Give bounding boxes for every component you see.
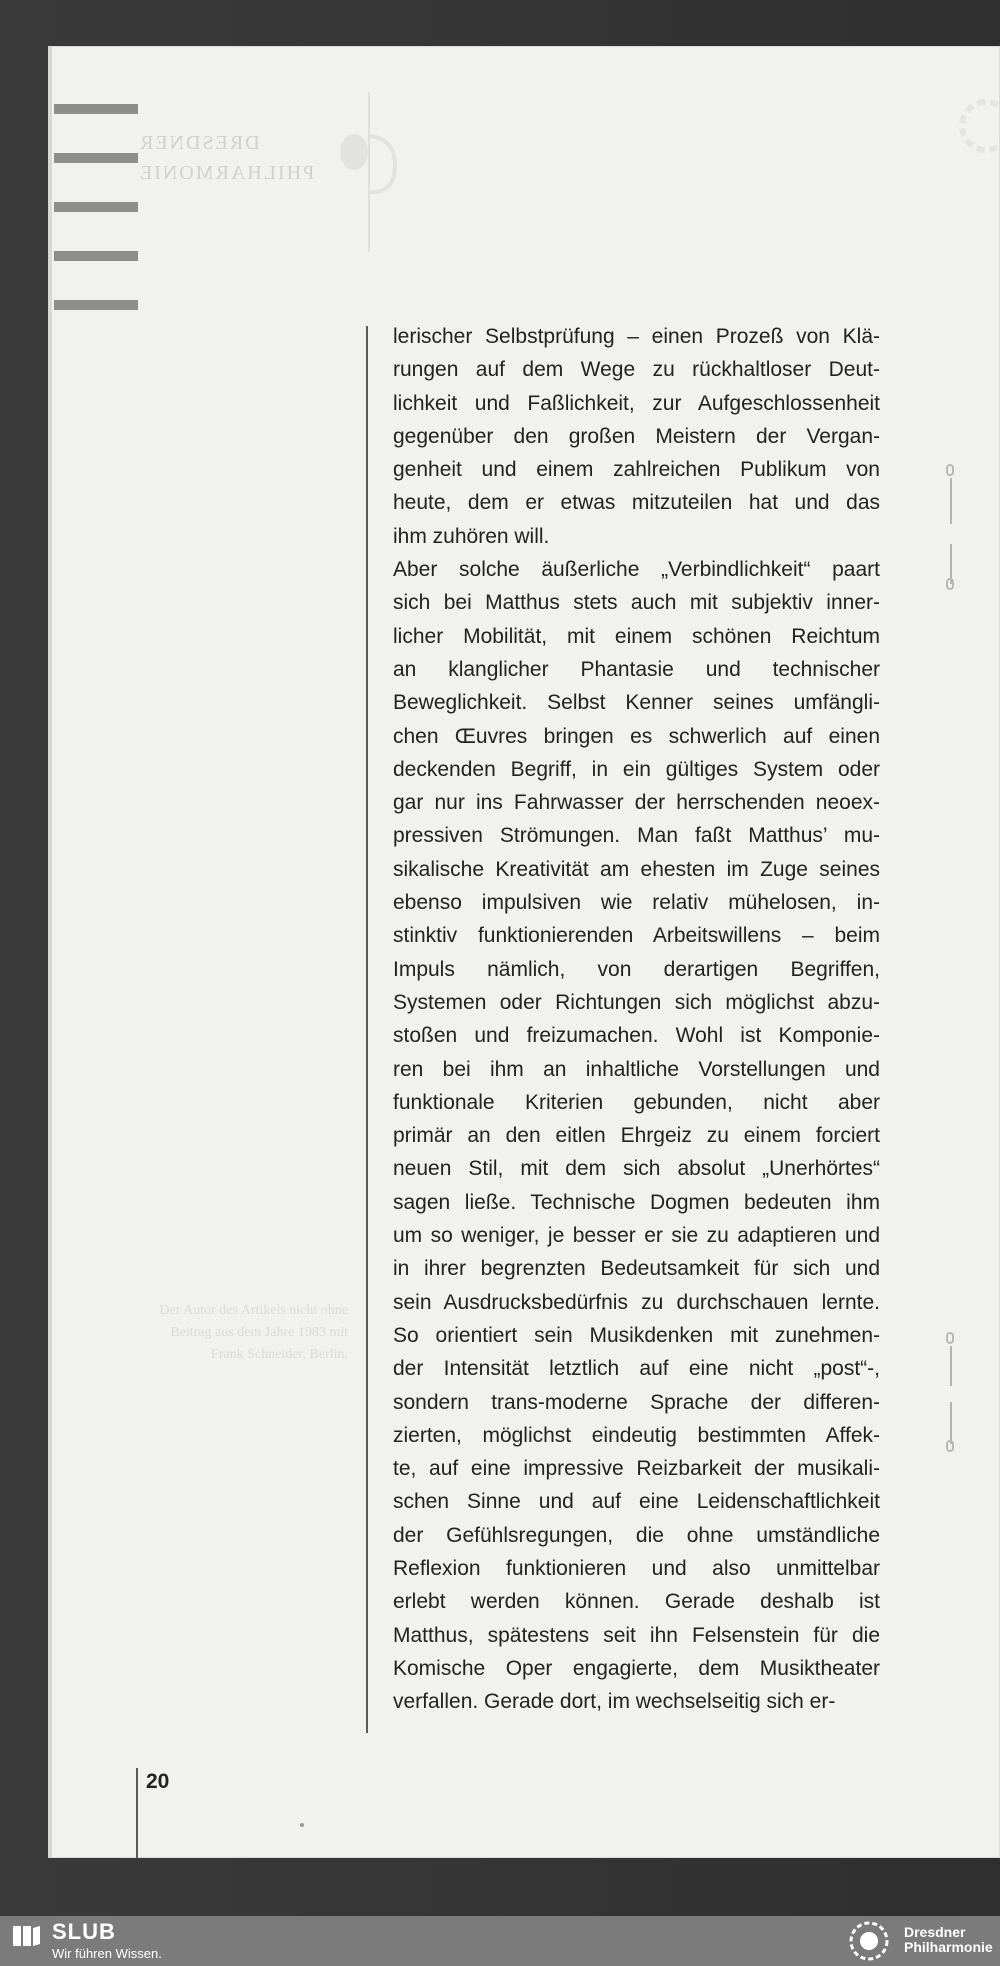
page-edge: [48, 46, 52, 1858]
text-line: ren bei ihm an inhaltliche Vorstellungen und: [393, 1057, 880, 1081]
text-line: sondern trans-moderne Sprache der differen-: [393, 1390, 880, 1414]
article-body: [393, 320, 880, 1718]
binding-stitch: [946, 464, 954, 476]
logo-line-2: PHILHARMONIE: [138, 162, 315, 184]
show-through-caption: Der Autor des Artikels nicht ohne Beitrag aus dem Jahre 1983 mit Frank Schneider, Berlin.: [159, 1303, 348, 1362]
text-line: sich bei Matthus stets auch mit subjektiv inner-: [393, 591, 880, 615]
slub-logo-text[interactable]: SLUB: [52, 1919, 116, 1944]
text-line: schen Sinne und auf eine Leidenschaftlichkeit: [393, 1490, 880, 1514]
text-line: Komische Oper engagierte, dem Musiktheater: [393, 1656, 880, 1680]
text-line: Aber solche äußerliche „Verbindlichkeit“ paart: [393, 558, 880, 582]
text-line: gar nur ins Fahrwasser der herrschenden neoex-: [393, 791, 880, 815]
text-line: licher Mobilität, mit einem schönen Reichtum: [393, 624, 880, 648]
slub-tagline: Wir führen Wissen.: [52, 1946, 162, 1961]
show-through-logo-icon: [940, 96, 1000, 156]
text-line: Beweglichkeit. Selbst Kenner seines umfängli-: [393, 691, 880, 715]
text-line: erlebt werden können. Gerade deshalb ist: [393, 1590, 880, 1614]
text-line: stinktiv funktionierenden Arbeitswillens – beim: [393, 924, 880, 948]
decorative-bar: [54, 153, 138, 163]
text-line: an klanglicher Phantasie und technischer: [393, 657, 880, 681]
show-through-logo-text: [138, 128, 324, 188]
text-line: genheit und einem zahlreichen Publikum von: [393, 458, 880, 482]
text-line: ebenso impulsiven wie relativ mühelosen, in-: [393, 891, 880, 915]
binding-thread: [950, 478, 952, 524]
page-number: 20: [146, 1770, 170, 1793]
decorative-bar: [54, 202, 138, 212]
text-line: ihm zuhören will.: [393, 524, 550, 548]
text-line: deckenden Begriff, in ein gültiges System oder: [393, 757, 880, 781]
page-number-rule: [136, 1768, 138, 1858]
text-line: sein Ausdrucksbedürfnis zu durchschauen lernte.: [393, 1290, 880, 1314]
text-line: Reflexion funktionieren und also unmittelbar: [393, 1556, 880, 1580]
decorative-bar: [54, 251, 138, 261]
speck: [300, 1823, 304, 1827]
text-line: pressiven Strömungen. Man faßt Matthus’ mu-: [393, 824, 880, 848]
text-line: chen Œuvres bringen es schwerlich auf einen: [393, 724, 880, 748]
text-line: in ihrer begrenzten Bedeutsamkeit für sich und: [393, 1257, 880, 1281]
binding-thread: [950, 1402, 952, 1444]
decorative-bar: [54, 104, 138, 114]
text-line: primär an den eitlen Ehrgeiz zu einem forciert: [393, 1124, 880, 1148]
text-line: Impuls nämlich, von derartigen Begriffen,: [393, 957, 880, 981]
partner-line-1: Dresdner: [904, 1924, 966, 1940]
text-line: der Gefühlsregungen, die ohne umständliche: [393, 1523, 880, 1547]
dresdner-philharmonie-logo-text[interactable]: [904, 1925, 993, 1955]
binding-thread: [950, 1346, 952, 1386]
text-line: stoßen und freizumachen. Wohl ist Komponie-: [393, 1024, 880, 1048]
slub-book-icon: [12, 1924, 42, 1948]
dresdner-philharmonie-icon: [842, 1919, 896, 1963]
text-line: der Intensität letztlich auf eine nicht „post“-,: [393, 1357, 880, 1381]
text-line: verfallen. Gerade dort, im wechselseitig sich er-: [393, 1690, 836, 1714]
philharmonie-logo-icon: [332, 96, 412, 246]
text-line: heute, dem er etwas mitzuteilen hat und das: [393, 491, 880, 515]
text-line: sikalische Kreativität am ehesten im Zuge seines: [393, 857, 880, 881]
text-line: So orientiert sein Musikdenken mit zunehmen-: [393, 1323, 880, 1347]
logo-line-1: DRESDNER: [138, 132, 260, 154]
binding-stitch: [946, 1332, 954, 1344]
text-line: funktionale Kriterien gebunden, nicht aber: [393, 1090, 880, 1114]
text-line: Systemen oder Richtungen sich möglichst abzu-: [393, 990, 880, 1014]
column-rule: [366, 326, 368, 1733]
partner-line-2: Philharmonie: [904, 1939, 993, 1955]
binding-stitch: [946, 1440, 954, 1452]
text-line: lerischer Selbstprüfung – einen Prozeß von Klä-: [393, 325, 880, 348]
viewer-footer: [0, 1916, 1000, 1966]
text-line: te, auf eine impressive Reizbarkeit der musikali-: [393, 1457, 880, 1481]
text-line: Matthus, spätestens seit ihn Felsenstein für die: [393, 1623, 880, 1647]
text-line: neuen Stil, mit dem sich absolut „Unerhörtes“: [393, 1157, 880, 1181]
text-line: rungen auf dem Wege zu rückhaltloser Deut-: [393, 358, 880, 382]
text-line: um so weniger, je besser er sie zu adaptieren und: [393, 1224, 880, 1248]
text-line: zierten, möglichst eindeutig bestimmten Affek-: [393, 1423, 880, 1447]
binding-stitch: [946, 578, 954, 590]
decorative-bar: [54, 300, 138, 310]
text-line: sagen ließe. Technische Dogmen bedeuten ihm: [393, 1190, 880, 1214]
text-line: gegenüber den großen Meistern der Vergan-: [393, 424, 880, 448]
text-line: lichkeit und Faßlichkeit, zur Aufgeschlossenheit: [393, 391, 880, 415]
